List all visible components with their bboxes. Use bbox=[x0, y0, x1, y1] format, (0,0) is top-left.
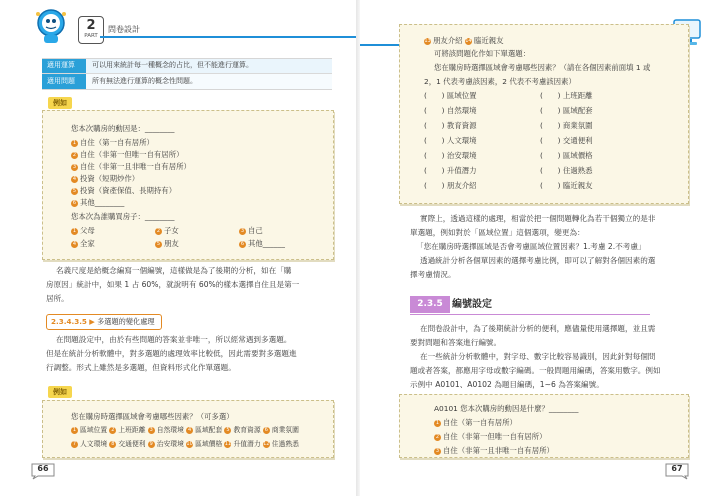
example-tag: 例如 bbox=[48, 97, 72, 109]
body-line: 「您在購房時選擇區域是否會考慮區域位置因素？1.考慮 2.不考慮」 bbox=[416, 242, 646, 251]
option-item: 6 其他________ bbox=[72, 198, 125, 207]
table-label: 適用運算 bbox=[47, 61, 75, 69]
example-note bbox=[399, 394, 689, 458]
body-line: 透過統計分析各個單因素的選擇考慮比例，即可以了解對各個因素的選 bbox=[420, 256, 656, 265]
option-item: 1 父母 bbox=[72, 226, 95, 235]
option-item: 5 投資（資產保值、長期持有） bbox=[72, 186, 177, 195]
note-line: 2，1 代表考慮該因素，2 代表不考慮該因素） bbox=[424, 77, 576, 86]
part-label: PART bbox=[84, 33, 98, 39]
example-tag: 例如 bbox=[48, 386, 72, 398]
table-text: 可以用來統計每一種概念的占比，但不能進行運算。 bbox=[92, 61, 253, 69]
robot-mascot-icon bbox=[28, 6, 74, 46]
table-divider bbox=[42, 73, 332, 74]
body-line: 在問卷設計中，為了後期統計分析的便利，應儘量使用選擇題，並且需 bbox=[420, 324, 656, 333]
factor-item: ( ) 住過熟悉 bbox=[540, 166, 593, 175]
option-item: 2 自住（非第一但唯一自有居所） bbox=[435, 432, 547, 441]
section-rule bbox=[410, 314, 650, 315]
option-item: 3 自住（非第一且非唯一自有居所） bbox=[435, 446, 554, 455]
page-number-badge bbox=[664, 462, 690, 480]
option-item: 3 自住（非第一且非唯一自有居所） bbox=[72, 162, 191, 171]
example-note bbox=[42, 110, 334, 260]
factor-item: ( ) 區域價格 bbox=[540, 151, 593, 160]
factor-item: ( ) 區域配套 bbox=[540, 106, 593, 115]
section-number: 2.3.4.3.5 bbox=[51, 317, 87, 326]
note-line: 可將該問題化作如下單選題： bbox=[434, 49, 531, 58]
question-text: 您本次購房的動因是：________ bbox=[71, 124, 175, 133]
section-title: 多選題的變化處理 bbox=[97, 317, 155, 326]
body-line: 擇考慮情況。 bbox=[410, 270, 456, 279]
factor-item: ( ) 區域位置 bbox=[424, 91, 477, 100]
option-item: 2 自住（非第一但唯一自有居所） bbox=[72, 150, 184, 159]
factor-item: ( ) 商業氛圍 bbox=[540, 121, 593, 130]
factor-item: ( ) 朋友介紹 bbox=[424, 181, 477, 190]
option-item: 2 子女 bbox=[156, 226, 179, 235]
option-item: 6 其他______ bbox=[240, 239, 285, 248]
factor-item: ( ) 治安環境 bbox=[424, 151, 477, 160]
table-text: 所有無法進行運算的概念性問題。 bbox=[92, 77, 197, 85]
option-item: 3 自己 bbox=[240, 226, 263, 235]
body-line: 在問題設定中，由於有些問題的答案並非唯一，所以經常遇到多選題。 bbox=[56, 335, 292, 344]
scale-table bbox=[42, 58, 332, 90]
choice-row: 1 區域位置 2 上班距離 3 自然環境 4 區域配套 5 教育資源 6 商業氛圍 bbox=[72, 426, 299, 434]
example-note bbox=[399, 24, 689, 204]
chapter-number: 2 bbox=[86, 18, 96, 33]
option-item: 4 全家 bbox=[72, 239, 95, 248]
page-number: 66 bbox=[37, 464, 49, 473]
body-line: 但是在統計分析軟體中，對多選題的處理效率比較低，因此需要對多選題進 bbox=[46, 349, 297, 358]
header-rule bbox=[100, 36, 360, 38]
factor-item: ( ) 臨近親友 bbox=[540, 181, 593, 190]
question-text: A0101 您本次購房的動因是什麼？________ bbox=[434, 404, 579, 413]
factor-item: ( ) 升值潛力 bbox=[424, 166, 477, 175]
option-item: 1 自住（第一自有居所） bbox=[72, 138, 154, 147]
chapter-title: 問卷設計 bbox=[108, 25, 140, 34]
note-line: 您在購房時選擇區域會考慮哪些因素？（請在各個因素前面填 1 或 bbox=[434, 63, 651, 72]
body-line: 題或者答案，都應用字母或數字編碼。一般問題用編碼，答案用數字。例如 bbox=[410, 366, 661, 375]
section-heading bbox=[46, 314, 162, 330]
body-line: 行調整。形式上雖然是多選題，但資料形式化作單選題。 bbox=[46, 363, 236, 372]
question-text: 您本次為誰購買房子：________ bbox=[71, 212, 175, 221]
option-item: 1 自住（第一自有居所） bbox=[435, 418, 517, 427]
body-line: 實際上，透過這樣的處理，相當於把一個問題轉化為若干個獨立的是非 bbox=[420, 214, 656, 223]
body-line: 居所。 bbox=[46, 294, 69, 303]
body-line: 要對問題和答案進行編號。 bbox=[410, 338, 502, 347]
section-title: 編號設定 bbox=[452, 299, 492, 310]
example-note bbox=[42, 400, 334, 458]
option-item: 5 朋友 bbox=[156, 239, 179, 248]
choice-row: 7 人文環境 8 交通便利 9 治安環境 10 區域價格 11 升值潛力 12 住過熟悉 bbox=[72, 440, 299, 448]
body-line: 在一些統計分析軟體中，對字母、數字比較容易識別，因此針對每個問 bbox=[420, 352, 656, 361]
factor-item: ( ) 上班距離 bbox=[540, 91, 593, 100]
choice-row: 13 朋友介紹 14 臨近親友 bbox=[424, 36, 504, 45]
right-page bbox=[360, 0, 720, 496]
table-label: 適用問題 bbox=[47, 77, 75, 85]
factor-item: ( ) 交通便利 bbox=[540, 136, 593, 145]
option-item: 4 投資（短期炒作） bbox=[72, 174, 140, 183]
factor-item: ( ) 自然環境 bbox=[424, 106, 477, 115]
body-line: 示例中 A0101、A0102 為題目編碼，1~6 為答案編號。 bbox=[410, 380, 604, 389]
question-text: 您在購房時選擇區域會考慮哪些因素？（可多選） bbox=[71, 412, 234, 421]
page-number-badge bbox=[30, 462, 56, 480]
factor-item: ( ) 人文環境 bbox=[424, 136, 477, 145]
page-number: 67 bbox=[671, 464, 683, 473]
body-line: 名義尺度是給概念編寫一個編號，這樣做是為了後期的分析，如在「購 bbox=[56, 266, 292, 275]
arrow-icon: ▶ bbox=[89, 317, 95, 326]
section-number: 2.3.5 bbox=[410, 296, 450, 313]
body-line: 房原因」統計中，如果 1 占 60%，就說明有 60%的樣本選擇自住且是第一 bbox=[46, 280, 300, 289]
factor-item: ( ) 教育資源 bbox=[424, 121, 477, 130]
body-line: 單選題，例如對於「區域位置」這個選項，變更為： bbox=[410, 228, 585, 237]
chapter-badge bbox=[78, 16, 104, 44]
